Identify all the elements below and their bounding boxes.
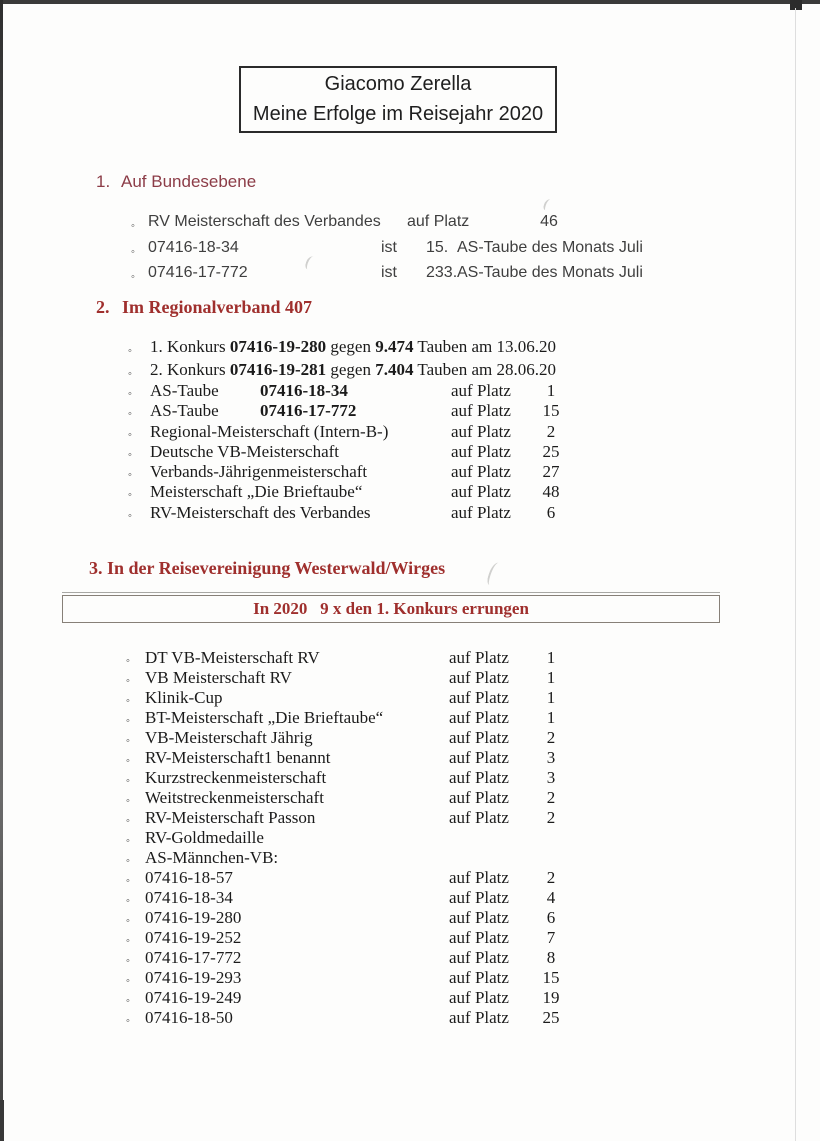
banner-box [62,595,720,623]
ring-number: 07416-19-281 [229,359,327,379]
konkurs-text [150,337,556,357]
result-label: Weitstreckenmeisterschaft [145,788,324,807]
bullet-icon: ◦ [131,271,135,283]
platz-label: auf Platz [449,648,509,667]
result-label: 07416-19-280 [145,908,242,927]
result-label: 07416-17-772 [145,948,242,967]
scan-smudge [486,561,503,587]
result-row [0,908,820,928]
bullet-icon: ◦ [131,245,135,258]
result-row [0,668,820,688]
platz-value: 2 [546,788,556,807]
bullet-icon: ◦ [126,755,130,767]
konkurs-pre: 2. Konkurs [150,359,230,379]
result-row [0,928,820,948]
ring-number: 07416-19-280 [229,337,327,356]
platz-value: 25 [542,441,560,461]
konkurs-gegen: gegen [326,359,376,379]
scan-smudge [542,198,553,212]
bullet-icon: ◦ [128,428,132,441]
result-label: AS-Taube [150,381,219,400]
bullet-icon: ◦ [131,220,135,232]
result-label: Meisterschaft „Die Brieftaube“ [150,482,363,502]
result-row [0,381,820,401]
platz-label: auf Platz [451,381,511,400]
platz-label: auf Platz [451,462,511,482]
result-row [0,482,820,502]
section-number: 3. [89,558,103,578]
platz-value: 3 [546,768,556,787]
bullet-icon: ◦ [126,955,130,967]
platz-label: auf Platz [449,868,509,887]
platz-value: 1 [546,381,556,400]
platz-value: 6 [546,502,556,522]
bullet-icon: ◦ [126,995,130,1007]
bullet-icon: ◦ [126,735,130,747]
result-label: RV-Meisterschaft1 benannt [145,748,331,767]
bullet-icon: ◦ [126,655,130,667]
bullet-icon: ◦ [126,855,130,867]
result-middle: ist [381,264,397,281]
result-label: 07416-18-34 [145,888,233,907]
title-box [239,66,557,133]
bullet-icon: ◦ [128,345,132,357]
platz-label: auf Platz [449,748,509,767]
platz-value: 48 [542,482,560,502]
result-label: VB-Meisterschaft Jährig [145,728,313,747]
section-number: 1. [96,172,111,191]
bullet-icon: ◦ [128,408,132,421]
result-label: RV-Meisterschaft des Verbandes [150,502,371,522]
scan-edge-corner-notch [790,0,802,10]
result-label: Deutsche VB-Meisterschaft [150,441,339,461]
result-row [0,868,820,888]
bullet-icon: ◦ [126,835,130,847]
result-label: Verbands-Jährigenmeisterschaft [150,462,368,482]
result-row [0,442,820,462]
result-tail: AS-Taube des Monats Juli [457,264,643,281]
platz-value: 1 [546,668,556,687]
platz-value: 25 [542,1008,560,1027]
platz-value: 19 [542,988,560,1007]
bullet-icon: ◦ [128,367,132,380]
result-row [0,748,820,768]
result-label: Kurzstreckenmeisterschaft [145,768,327,787]
result-row [0,212,820,238]
result-rank: 15. [426,238,449,256]
platz-value: 15 [542,401,560,421]
section-2-konkurs-list [0,337,820,382]
platz-value: 1 [546,648,556,667]
bullet-icon: ◦ [126,715,130,727]
platz-value: 1 [546,708,556,727]
result-label: 07416-19-249 [145,988,242,1007]
result-row [0,688,820,708]
result-middle: auf Platz [407,213,470,230]
result-label: RV-Meisterschaft Passon [145,808,316,827]
section-title: Auf Bundesebene [121,172,257,191]
result-row [0,1008,820,1028]
result-label: 07416-18-50 [145,1008,233,1027]
platz-label: auf Platz [451,421,511,441]
result-middle: ist [381,238,397,256]
result-row [0,968,820,988]
pigeon-count: 9.474 [375,337,414,356]
section-title: In der Reisevereinigung Westerwald/Wirges [107,558,446,578]
bullet-icon: ◦ [126,695,130,707]
banner-top-line [62,592,720,593]
result-label: DT VB-Meisterschaft RV [145,648,320,667]
konkurs-row [0,337,820,360]
result-label: 07416-19-252 [145,928,242,947]
platz-value: 6 [546,908,556,927]
ring-number: 07416-17-772 [260,401,357,421]
platz-value: 15 [542,968,560,987]
result-row [0,788,820,808]
platz-label: auf Platz [449,668,509,687]
platz-value: 7 [546,928,556,947]
result-row [0,422,820,442]
result-label: RV Meisterschaft des Verbandes [148,213,381,230]
result-label: RV-Goldmedaille [145,828,264,847]
bullet-icon: ◦ [126,1015,130,1027]
konkurs-gegen: gegen [326,337,376,356]
platz-label: auf Platz [449,988,509,1007]
bullet-icon: ◦ [128,448,132,461]
scan-edge-top [0,0,820,4]
title-line-1: Giacomo Zerella [324,73,472,95]
konkurs-row [0,360,820,383]
result-row [0,828,820,848]
section-1-results [0,212,820,289]
platz-value: 2 [546,421,556,441]
result-row [0,708,820,728]
platz-value: 27 [542,462,560,482]
result-row [0,768,820,788]
result-row [0,503,820,523]
platz-value: 2 [546,728,556,747]
platz-label: auf Platz [449,968,509,987]
bullet-icon: ◦ [128,469,132,482]
platz-label: auf Platz [449,948,509,967]
result-rank: 233. [426,264,458,281]
bullet-icon: ◦ [126,675,130,687]
platz-label: auf Platz [449,908,509,927]
platz-label: auf Platz [449,708,509,727]
bullet-icon: ◦ [126,935,130,947]
section-title: Im Regionalverband 407 [122,297,313,317]
section-number: 2. [96,297,110,317]
result-row [0,888,820,908]
platz-label: auf Platz [449,888,509,907]
bullet-icon: ◦ [128,388,132,400]
result-row [0,263,820,289]
bullet-icon: ◦ [128,489,132,502]
result-value: 46 [540,213,558,230]
bullet-icon: ◦ [126,795,130,807]
result-label: 07416-17-772 [148,264,248,281]
result-row [0,238,820,264]
result-label: VB Meisterschaft RV [145,668,292,687]
bullet-icon: ◦ [126,775,130,787]
platz-label: auf Platz [449,1008,509,1027]
bullet-icon: ◦ [126,975,130,987]
result-row [0,808,820,828]
result-row [0,401,820,421]
result-label: BT-Meisterschaft „Die Brieftaube“ [145,708,384,727]
result-label: Regional-Meisterschaft (Intern-B-) [150,421,389,441]
result-row [0,462,820,482]
platz-label: auf Platz [449,728,509,747]
platz-label: auf Platz [449,928,509,947]
bullet-icon: ◦ [126,915,130,927]
result-label: 07416-19-293 [145,968,242,987]
platz-value: 1 [546,688,556,707]
result-row [0,728,820,748]
konkurs-pre: 1. Konkurs [150,337,230,356]
platz-value: 2 [546,868,556,887]
platz-value: 8 [546,948,556,967]
konkurs-date-tail: Tauben am 28.06.20 [413,359,556,379]
result-row [0,848,820,868]
banner-text: In 2020 9 x den 1. Konkurs errungen [253,599,529,618]
result-label: AS-Männchen-VB: [145,848,279,867]
bullet-icon: ◦ [126,815,130,827]
bullet-icon: ◦ [126,875,130,887]
platz-label: auf Platz [451,401,511,421]
konkurs-text [150,360,556,380]
ring-number: 07416-18-34 [260,381,348,400]
bullet-icon: ◦ [126,895,130,907]
pigeon-count: 7.404 [375,359,414,379]
result-label: Klinik-Cup [145,688,223,707]
bullet-icon: ◦ [128,509,132,522]
platz-label: auf Platz [449,688,509,707]
result-row [0,948,820,968]
section-2-results [0,381,820,523]
result-row [0,988,820,1008]
result-label: AS-Taube [150,401,219,421]
scan-edge-bottom-left [0,1100,4,1141]
result-label: 07416-18-34 [148,238,239,256]
platz-value: 2 [546,808,556,827]
platz-label: auf Platz [451,441,511,461]
result-label: 07416-18-57 [145,868,233,887]
platz-label: auf Platz [451,482,511,502]
platz-label: auf Platz [449,788,509,807]
platz-label: auf Platz [451,502,511,522]
title-line-2: Meine Erfolge im Reisejahr 2020 [252,103,544,125]
result-tail: AS-Taube des Monats Juli [457,238,643,256]
platz-value: 4 [546,888,556,907]
konkurs-date-tail: Tauben am 13.06.20 [413,337,556,356]
platz-label: auf Platz [449,808,509,827]
platz-label: auf Platz [449,768,509,787]
result-row [0,648,820,668]
platz-value: 3 [546,748,556,767]
section-3-results [0,648,820,1028]
